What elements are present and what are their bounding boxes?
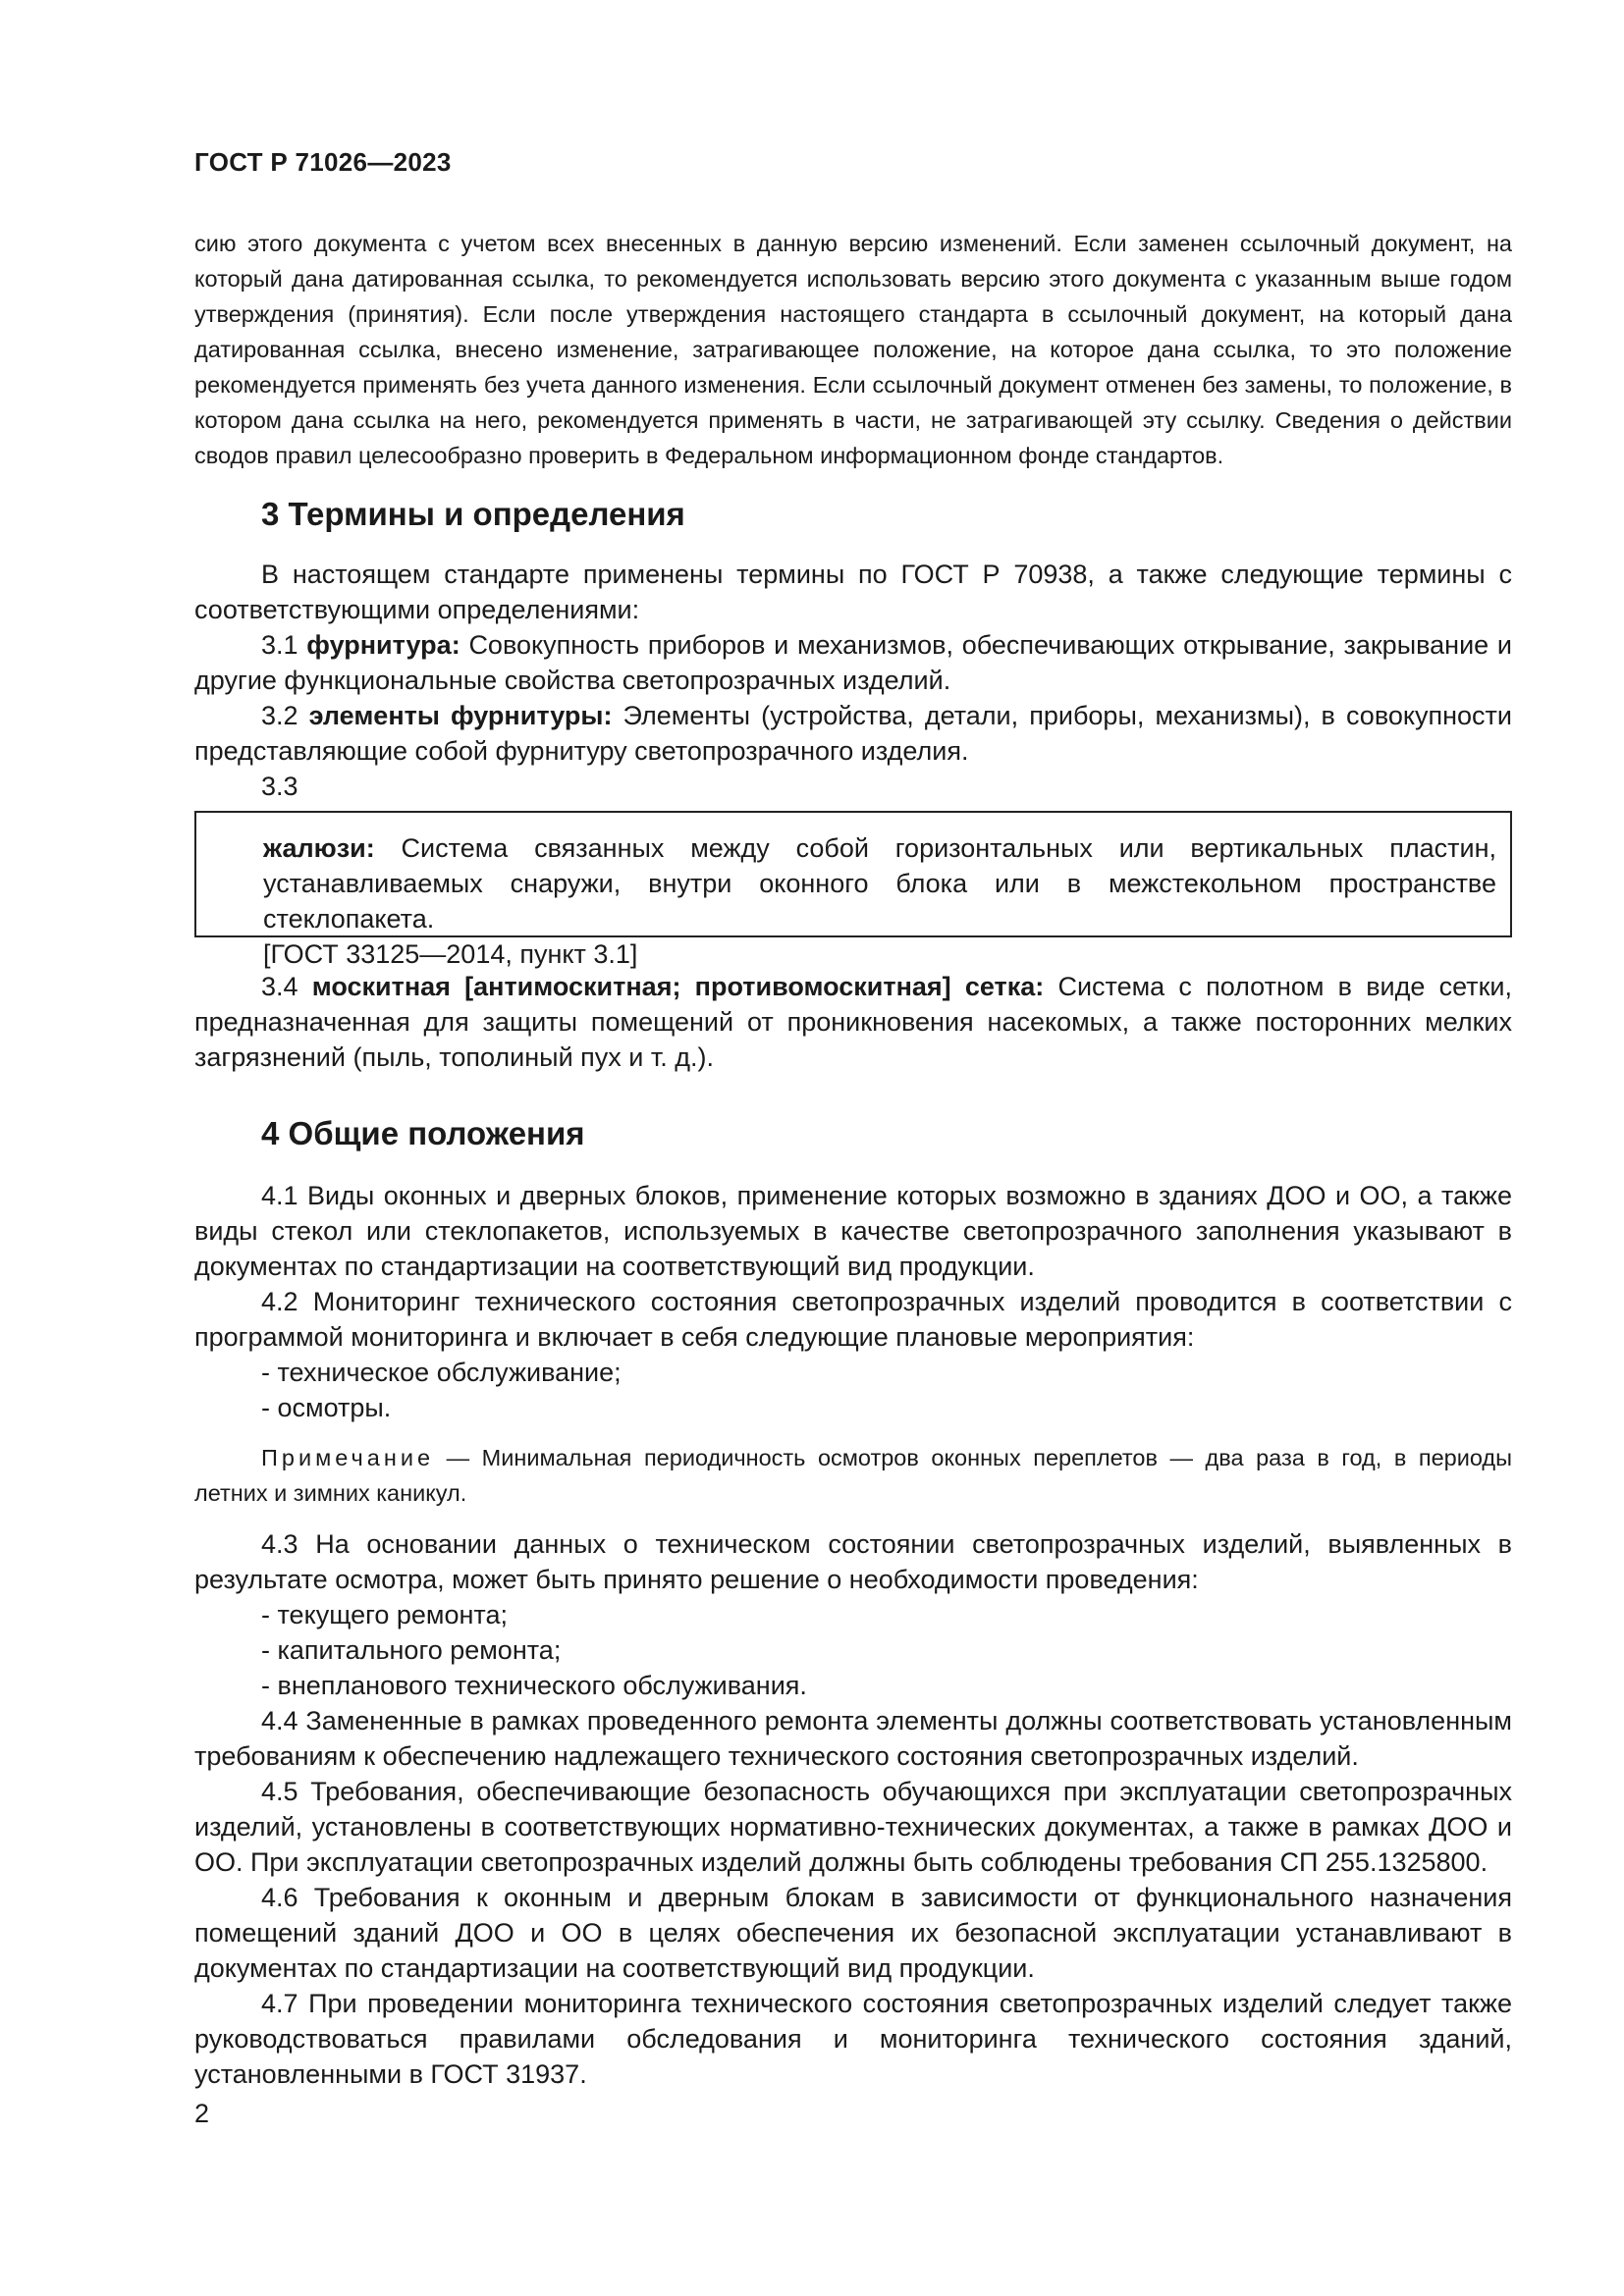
term-name: москитная [антимоскитная; противомоскитная] сетка: [311, 972, 1045, 1001]
term-source: [ГОСТ 33125—2014, пункт 3.1] [263, 939, 638, 969]
term-3-3-number: 3.3 [261, 772, 298, 801]
term-number: 3.2 [261, 701, 298, 730]
term-3-4 [194, 969, 1512, 1075]
note-text: — Минимальная периодичность осмотров оконных переплетов — два раза в год, в периоды летних и зимних каникул. [194, 1445, 1513, 1506]
paragraph-4-3: 4.3 На основании данных о техническом состоянии светопрозрачных изделий, выявленных в результате осмотра, может быть принято решение о необходимости проведения: [194, 1529, 1512, 1594]
paragraph-4-7: 4.7 При проведении мониторинга технического состояния светопрозрачных изделий следует также руководствоваться правилами обследования и мониторинга технического состояния зданий, установленными в ГОСТ 31937. [194, 1989, 1512, 2089]
paragraph-4-5: 4.5 Требования, обеспечивающие безопасность обучающихся при эксплуатации светопрозрачных изделий, установлены в соответствующих нормативно-технических документах, а также в рамках ДОО и ОО. При эксплуатации светопрозрачных изделий должны быть соблюдены требования СП 255.1325800. [194, 1777, 1512, 1877]
term-definition: Элементы (устройства, детали, приборы, механизмы), в совокупности представляющие собой фурнитуру светопрозрачного изделия. [194, 701, 1512, 766]
term-definition: Система с полотном в виде сетки, предназначенная для защиты помещений от проникновения насекомых, а также посторонних мелких загрязнений (пыль, тополиный пух и т. д.). [194, 972, 1512, 1072]
paragraph-4-4: 4.4 Замененные в рамках проведенного ремонта элементы должны соответствовать установленным требованиям к обеспечению надлежащего технического состояния светопрозрачных изделий. [194, 1706, 1512, 1771]
section-4-heading: 4 Общие положения [261, 1115, 585, 1151]
note [194, 1440, 1512, 1511]
term-number: 3.1 [261, 630, 298, 660]
page-number: 2 [194, 2099, 210, 2128]
term-name: жалюзи: [263, 833, 375, 863]
list-item: - осмотры. [261, 1393, 392, 1422]
term-3-3 [263, 830, 1496, 936]
paragraph-4-1: 4.1 Виды оконных и дверных блоков, применение которых возможно в зданиях ДОО и ОО, а также виды стекол или стеклопакетов, используемых в качестве светопрозрачного заполнения указывают в документах по стандартизации на соответствующий вид продукции. [194, 1181, 1512, 1281]
term-definition: Система связанных между собой горизонтальных или вертикальных пластин, устанавливаемых снаружи, внутри оконного блока или в межстекольном пространстве стеклопакета. [263, 833, 1496, 934]
term-name: элементы фурнитуры: [308, 701, 613, 730]
note-label: Примечание [261, 1445, 435, 1470]
intro-paragraph: сию этого документа с учетом всех внесенных в данную версию изменений. Если заменен ссылочный документ, на который дана датированная ссылка, то рекомендуется использовать версию этого документа с указанным выше годом утверждения (принятия). Если после утверждения настоящего стандарта в ссылочный документ, на который дана датированная ссылка, внесено изменение, затрагивающее положение, на которое дана ссылка, то это положение рекомендуется применять без учета данного изменения. Если ссылочный документ отменен без замены, то положение, в котором дана ссылка на него, рекомендуется применять в части, не затрагивающей эту ссылку. Сведения о действии сводов правил целесообразно проверить в Федеральном информационном фонде стандартов. [194, 231, 1512, 468]
document-header: ГОСТ Р 71026—2023 [194, 147, 452, 177]
term-definition: Совокупность приборов и механизмов, обеспечивающих открывание, закрывание и другие функциональные свойства светопрозрачных изделий. [194, 630, 1512, 695]
term-3-3-box [194, 811, 1512, 969]
list-item: - техническое обслуживание; [261, 1358, 622, 1387]
term-name: фурнитура: [306, 630, 460, 660]
list-4-3 [194, 1597, 1512, 1703]
list-item: - капитального ремонта; [261, 1635, 562, 1665]
term-3-2 [194, 698, 1512, 769]
section-3-heading: 3 Термины и определения [261, 496, 685, 532]
document-page [194, 0, 1516, 2296]
term-number: 3.4 [261, 972, 298, 1001]
list-4-2 [194, 1355, 1512, 1425]
list-item: - текущего ремонта; [261, 1600, 508, 1629]
section-3-intro: В настоящем стандарте применены термины по ГОСТ Р 70938, а также следующие термины с соответствующими определениями: [194, 560, 1512, 624]
paragraph-4-6: 4.6 Требования к оконным и дверным блокам в зависимости от функционального назначения помещений зданий ДОО и ОО в целях обеспечения их безопасной эксплуатации устанавливают в документах по стандартизации на соответствующий вид продукции. [194, 1883, 1512, 1983]
paragraph-4-2: 4.2 Мониторинг технического состояния светопрозрачных изделий проводится в соответствии с программой мониторинга и включает в себя следующие плановые мероприятия: [194, 1287, 1512, 1352]
list-item: - внепланового технического обслуживания. [261, 1671, 807, 1700]
term-3-1 [194, 627, 1512, 698]
